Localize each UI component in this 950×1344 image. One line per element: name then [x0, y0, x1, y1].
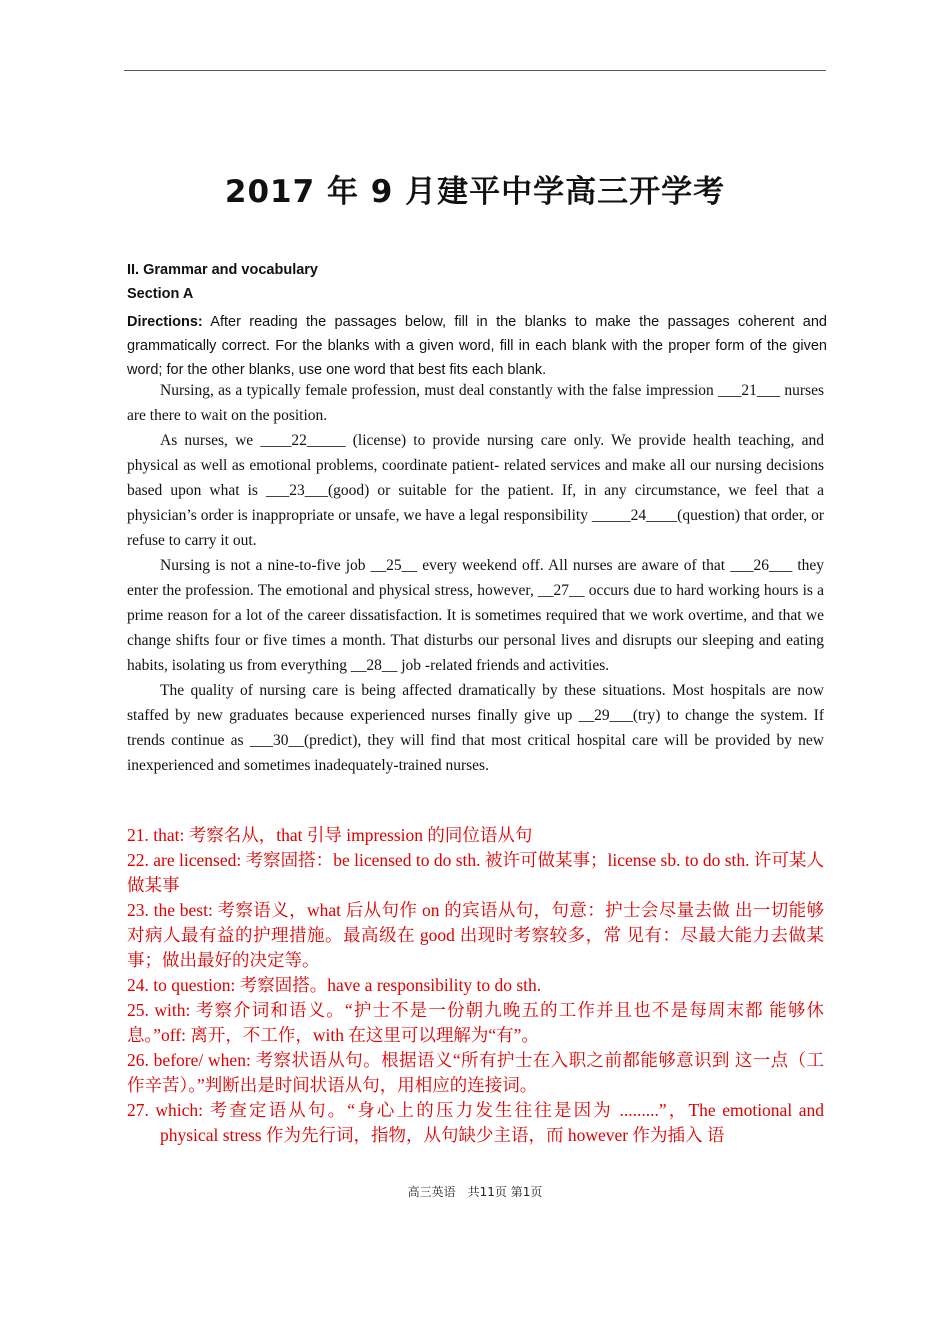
answer-item: 23. the best: 考察语义，what 后从句作 on 的宾语从句，句意：护士会尽量去做 出一切能够对病人最有益的护理措施。最高级在 good 出现时考察较多，常 见有：尽最大能力去做某事；做出最好的决定等。: [127, 900, 824, 970]
directions-text: After reading the passages below, fill in the blanks to make the passages coherent and grammatically correct. For the blanks with a given word, fill in each blank with the proper form of the given word; for the other blanks, use one word that best fits each blank.: [127, 314, 827, 378]
answer-item: 21. that: 考察名从，that 引导 impression 的同位语从句: [127, 825, 533, 845]
answer-key: [127, 823, 824, 1148]
directions: [127, 310, 827, 382]
answer-item: 27. which: 考查定语从句。“身心上的压力发生往往是因为 .........”，The emotional and physical stress 作为先行词，指物，从句缺少主语，而 however 作为插入 语: [127, 1100, 824, 1145]
section-subheading: Section A: [127, 286, 194, 302]
directions-label: Directions:: [127, 314, 203, 330]
answer-item: 26. before/ when: 考察状语从句。根据语义“所有护士在入职之前都能够意识到 这一点（工作辛苦）。”判断出是时间状语从句，用相应的连接词。: [127, 1050, 824, 1095]
passage: [127, 378, 824, 778]
answer-item: 22. are licensed: 考察固搭：be licensed to do sth. 被许可做某事；license sb. to do sth. 许可某人做某事: [127, 850, 824, 895]
answer-item: 24. to question: 考察固搭。have a responsibility to do sth.: [127, 975, 542, 995]
passage-paragraph: Nursing, as a typically female profession, must deal constantly with the false impression ___21___ nurses are there to wait on the position.: [127, 382, 824, 424]
answer-item: 25. with: 考察介词和语义。“护士不是一份朝九晚五的工作并且也不是每周末都 能够休息。”off: 离开，不工作，with 在这里可以理解为“有”。: [127, 1000, 824, 1045]
header-rule: [124, 70, 826, 71]
page-title: 2017 年 9 月建平中学高三开学考: [224, 174, 726, 210]
section-heading: II. Grammar and vocabulary: [127, 262, 318, 278]
page-footer: 高三英语 共11页 第1页: [407, 1185, 543, 1199]
passage-paragraph: Nursing is not a nine-to-five job __25__ every weekend off. All nurses are aware of that ___26___ they enter the profession. The emotional and physical stress, however, __27__ occurs due to hard working hours is a prime reason for a lot of the career dissatisfaction. It is sometimes required that we work overtime, and that we change shifts four or five times a month. That disturbs our personal lives and disrupts our sleeping and eating habits, isolating us from everything __28__ job -related friends and activities.: [127, 557, 824, 674]
passage-paragraph: The quality of nursing care is being affected dramatically by these situations. Most hospitals are now staffed by new graduates because experienced nurses finally give up __29___(try) to change the system. If trends continue as ___30__(predict), they will find that most critical hospital care will be provided by new inexperienced and sometimes inadequately-trained nurses.: [127, 682, 824, 774]
passage-paragraph: As nurses, we ____22_____ (license) to provide nursing care only. We provide health teaching, and physical as well as emotional problems, coordinate patient- related services and make all our nursing decisions based upon what is ___23___(good) or suitable for the patient. If, in any circumstance, we feel that a physician’s order is inappropriate or unsafe, we have a legal responsibility _____24____(question) that order, or refuse to carry it out.: [127, 432, 824, 549]
